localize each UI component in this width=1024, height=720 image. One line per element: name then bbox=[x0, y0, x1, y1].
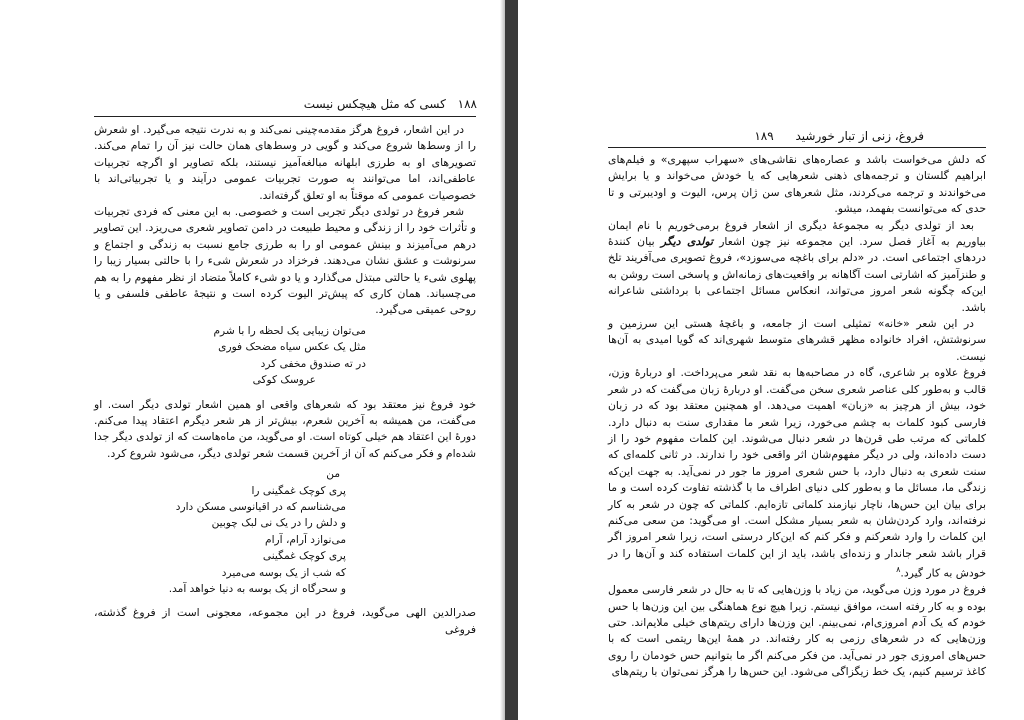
left-poem-1 bbox=[94, 323, 366, 389]
poem-line: پری کوچک غمگینی bbox=[262, 550, 346, 563]
poem-line: در ته صندوق مخفی کرد bbox=[260, 357, 366, 370]
left-page-number: ۱۸۸ bbox=[457, 97, 477, 111]
right-running-head bbox=[754, 129, 924, 143]
emphasized-title: تولدی دیگر bbox=[660, 235, 714, 249]
left-page bbox=[0, 0, 505, 720]
right-page bbox=[518, 0, 1024, 720]
left-running-head bbox=[304, 97, 477, 111]
book-gutter bbox=[505, 0, 518, 720]
poem-line: که شب از یک بوسه می‌میرد bbox=[221, 566, 346, 579]
right-running-title: فروغ، زنی از تبار خورشید bbox=[795, 129, 924, 143]
left-paragraph-3: خود فروغ نیز معتقد بود که شعرهای واقعی او همین اشعار تولدی دیگر است. او می‌گفت، من همیشه به آخرین شعرم، بیش‌تر از هر شعر دیگرم اعتقاد پیدا می‌کنم. دورهٔ این اعتقاد هم خیلی کوتاه است. او می‌گوید، من ماه‌هاست که از تولدی دیگر جدا شده‌ام و فکر می‌کنم که آن از آخرین قسمت شعر تولدی دیگر، می‌شود شروع کرد. bbox=[94, 397, 476, 460]
right-header-rule bbox=[608, 147, 986, 148]
poem-line: پری کوچک غمگینی را bbox=[251, 484, 346, 497]
left-body bbox=[94, 122, 476, 638]
right-paragraph-2 bbox=[608, 218, 986, 316]
left-paragraph-2: شعر فروغ در تولدی دیگر تجربی است و خصوصی. به این معنی که فردی تجربیات و تأثرات خود را از زندگی و محیط طبیعت در دامن تصاویر شعری می‌ریزد. این تصاویر درهم می‌آمیزند و بینش عمومی او را به طرزی جامع نسبت به زندگی و اجتماع و سرنوشت و عشق نشان می‌دهند. فرخزاد در شعرش شیء را با حالتی بسیار زیبا را پهلوی شیء یا حالتی مبتذل می‌گذارد و یا دو شیء کاملاً متضاد از نظر مفهوم را به هم می‌چسباند. همان کاری که پیش‌تر الیوت کرده است و نتیجهٔ عاطفی فلسفی و یا روحی عمیقی می‌گیرد. bbox=[94, 205, 476, 317]
footnote-ref: ۸ bbox=[896, 565, 901, 575]
right-paragraph-1: که دلش می‌خواست باشد و عصاره‌های نقاشی‌های «سهراب سپهری» و فیلم‌های ابراهیم گلستان و ترجمه‌های ذهنی شعرهایی که یا خودش می‌خواند و یا برایش می‌خواندند و ترجمه می‌کردند، مثل شعرهای سن ژان پرس، الیوت و اودیبرتی و تا حدی که می‌توانست بفهمد، میشو. bbox=[608, 153, 986, 216]
right-page-number: ۱۸۹ bbox=[754, 129, 774, 143]
right-paragraph-4 bbox=[608, 365, 986, 582]
poem-line: می‌توان زیبایی یک لحظه را با شرم bbox=[213, 324, 366, 337]
right-body bbox=[608, 152, 986, 681]
paragraph-text: بیان کنندهٔ دردهای اجتماعی است. در «دلم برای باغچه می‌سوزد»، فروغ تصویری می‌آفریند تلخ و طنزآمیز که اشارتی است آگاهانه بر واقعیت‌های زمانه‌اش و پاسخی است روشن به این‌که چگونه شعر امروز می‌تواند، انعکاس مسائل اجتماعی با برداشتی شاعرانه باشد. bbox=[608, 235, 986, 314]
poem-line: مثل یک عکس سیاه مضحک فوری bbox=[218, 341, 366, 354]
paragraph-text: فروغ علاوه بر شاعری، گاه در مصاحبه‌ها به نقد شعر می‌پرداخت. او دربارهٔ وزن، قالب و به‌طور کلی عناصر شعری سخن می‌گفت. او دربارهٔ زبان می‌گفت که در شعر خود، بیش از هرچیز به «زبان» اهمیت می‌دهد. او همچنین معتقد بود که در زبان فارسی کبود کلمات به چشم می‌خورد، زیرا شعر ما مقداری سنت به دنبال دارد. کلماتی که مرتب طی قرن‌ها در شعر دنبال می‌شوند. این کلمات مفهوم خود را از دست داده‌اند، ولی در دیگر مفهوم‌شان اثر واقعی خود را ندارند. در ثانی کلمه‌ای که سنت شعری به دنبال دارد، با حس شعری امروز ما جور در نمی‌آید. به جهت این‌که زندگی ما، مسائل ما و به‌طور کلی دنیای اطراف ما با گذشته تفاوت کرده است و ما برای بیان این حس‌ها، ناچار نیازمند کلماتی تازه‌ایم. کلماتی که چون در شعر به کار نرفته‌اند، وارد کردن‌شان به شعر بسیار مشکل است. او می‌گوید: من سعی می‌کنم این کلمات را وارد شعرکنم و فکر کنم که این‌کار درستی است، زیرا شعر امروز اگر قرار باشد شعر جاندار و زنده‌ای باشد، باید از این کلمات استفاده کند و آن‌ها را در خودش به کار گیرد. bbox=[608, 366, 986, 580]
poem-line: و دلش را در یک نی لبک چوبین bbox=[211, 517, 346, 530]
poem-line: می‌شناسم که در اقیانوسی مسکن دارد bbox=[175, 500, 346, 513]
left-running-title: کسی که مثل هیچکس نیست bbox=[303, 97, 446, 111]
left-paragraph-4: صدرالدین الهی می‌گوید، فروغ در این مجموعه، معجونی است از فروغ گذشته، فروغی bbox=[94, 606, 476, 636]
poem-line: و سحرگاه از یک بوسه به دنیا خواهد آمد. bbox=[168, 582, 346, 595]
poem-line: عروسک کوکی bbox=[252, 374, 316, 387]
left-paragraph-1: در این اشعار، فروغ هرگز مقدمه‌چینی نمی‌کند و به ندرت نتیجه می‌گیرد. او شعرش را از وسط‌ها شروع می‌کند و گویی در وسط‌های همان حالت نیز آن را تمام می‌کند. تصویرهای او به طرزی ابلهانه مبالغه‌آمیز نیستند، بلکه تصاویر او اگرچه تجربیات عاطفی‌اند، اما می‌توانند به صورت تجربیات عمومی درآیند و یا تجربیاتی‌اند با خصوصیات عمومی که موقتاً به او تعلق گرفته‌اند. bbox=[94, 123, 476, 202]
poem-line: می‌نوازد آرام، آرام bbox=[265, 533, 346, 546]
left-poem-2 bbox=[94, 466, 346, 597]
right-paragraph-3: در این شعر «خانه» تمثیلی است از جامعه، و باغچهٔ هستی این سرزمین و سرنوشتش، افراد خانواده مظهر قشرهای متوسط شهری‌اند که گویا امیدی به آن‌ها نیست. bbox=[608, 317, 986, 363]
paragraph-text: بعد از تولدی دیگر به مجموعهٔ دیگری از اشعار فروغ برمی‌خوریم با نام ایمان بیاوریم به آغاز فصل سرد. این مجموعه نیز چون اشعار bbox=[608, 218, 986, 249]
left-header-rule bbox=[94, 116, 476, 117]
right-paragraph-5: فروغ در مورد وزن می‌گوید، من زیاد با وزن‌هایی که تا به حال در شعر فارسی معمول بوده و به کار رفته است، موافق نیستم. زیرا هیچ نوع هماهنگی بین این وزن‌ها با حس خودم که یک آدم امروزی‌ام، نمی‌بینم. این وزن‌ها دارای ریتم‌های خیلی ملایم‌اند. حتی وزن‌هایی که در شعرهای رزمی به کار رفته‌اند. در همهٔ این‌ها ریتمی است که با حس‌های امروزی جور در نمی‌آید. من فکر می‌کنم اگر ما بتوانیم حس خودمان را روی کاغذ ترسیم کنیم، یک خط زیگزاگی می‌شود. این حس‌ها را هرگز نمی‌توان با ریتم‌های bbox=[608, 583, 986, 679]
poem-line: من bbox=[326, 468, 340, 481]
